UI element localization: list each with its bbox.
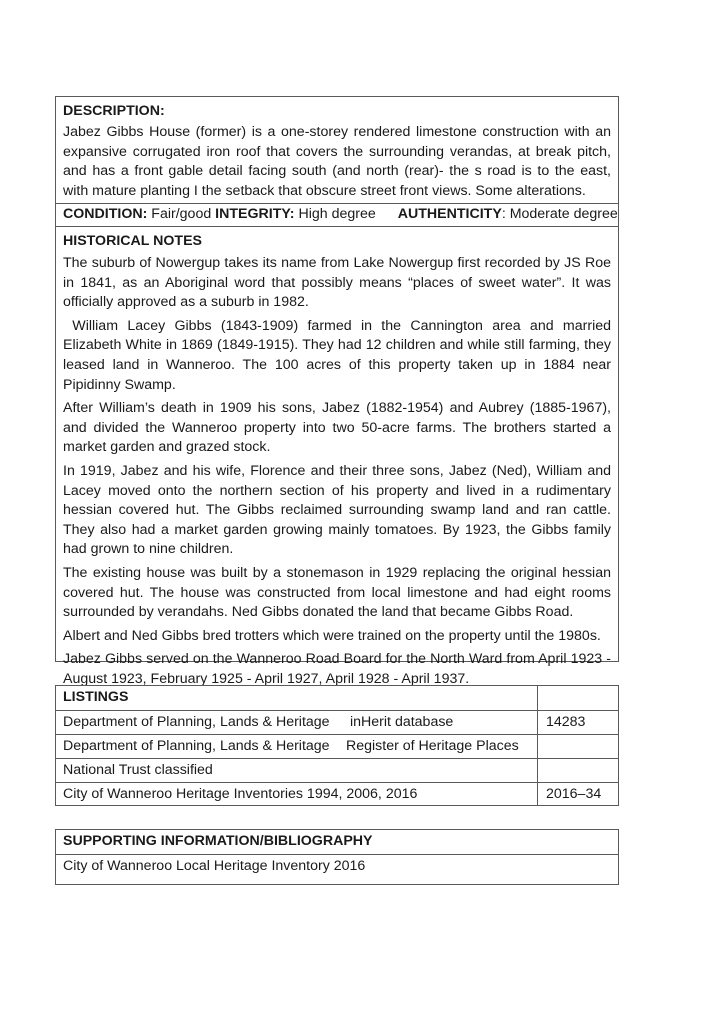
historical-paragraph: Albert and Ned Gibbs bred trotters which were trained on the property until the 1980s.: [63, 627, 601, 644]
listing-agency-cell: [56, 759, 538, 782]
description-text: Jabez Gibbs House (former) is a one-storey rendered limestone construction with an expansive corrugated iron roof that covers the surrounding verandas, at break pitch, and has a front gable detail facing south (and north (rear)- the s road is to the east, with mature planting I the setback that obscure street front views. Some alterations.: [63, 124, 611, 199]
table-row: [56, 710, 618, 734]
condition-label: CONDITION:: [63, 206, 148, 222]
historical-paragraph: In 1919, Jabez and his wife, Florence and their three sons, Jabez (Ned), William and Lacey moved onto the northern section of his property and lived in a rudimentary hessian covered hut. The Gibbs reclaimed surrounding swamp land and ran cattle. They also had a market garden growing mainly tomatoes. By 1923, the Gibbs family had grown to nine children.: [63, 462, 611, 558]
listing-ref: [538, 759, 618, 782]
bibliography-item: City of Wanneroo Local Heritage Inventory 2016: [56, 854, 618, 877]
description-section: [56, 97, 618, 203]
listing-agency-cell: [56, 735, 538, 758]
listing-ref: 2016–34: [546, 786, 602, 802]
table-row: [56, 758, 618, 782]
listing-agency: National Trust classified: [63, 762, 213, 778]
supporting-information-box: [55, 829, 619, 885]
historical-paragraph: After William’s death in 1909 his sons, Jabez (1882-1954) and Aubrey (1885-1967), and divided the Wanneroo property into two 50-acre farms. The brothers started a market garden and grazed stock.: [63, 400, 611, 456]
historical-paragraph: The existing house was built by a stonemason in 1929 replacing the original hessian covered hut. The house was constructed from local limestone and had eight rooms surrounded by verandahs. Ned Gibbs donated the land that became Gibbs Road.: [63, 564, 611, 621]
listing-agency-cell: [56, 711, 538, 734]
table-row: [56, 734, 618, 758]
table-row: [56, 782, 618, 806]
heritage-record-box: [55, 96, 619, 687]
listing-agency-cell: [56, 783, 538, 806]
listing-ref: 14283: [546, 714, 586, 730]
listing-agency: City of Wanneroo Heritage Inventories 1994, 2006, 2016: [63, 786, 418, 802]
condition-value: Fair/good: [147, 206, 216, 222]
supporting-heading: SUPPORTING INFORMATION/BIBLIOGRAPHY: [63, 833, 373, 849]
listing-name: Register of Heritage Places: [346, 738, 519, 754]
listing-agency: Department of Planning, Lands & Heritage: [63, 738, 330, 754]
integrity-value: High degree: [294, 206, 376, 222]
description-heading: DESCRIPTION:: [63, 103, 165, 119]
authenticity-label: AUTHENTICITY: [397, 206, 502, 222]
listings-heading: LISTINGS: [56, 686, 538, 710]
listing-name: inHerit database: [350, 714, 454, 730]
integrity-label: INTEGRITY:: [215, 206, 295, 222]
listings-header-row: [56, 686, 618, 710]
listing-agency: Department of Planning, Lands & Heritage: [63, 714, 330, 730]
historical-notes-section: [56, 226, 618, 689]
historical-paragraph: Jabez Gibbs served on the Wanneroo Road Board for the North Ward from April 1923 - August 1923, February 1925 - April 1927, April 1928 - April 1937.: [63, 651, 611, 687]
listing-ref: [538, 735, 618, 758]
listings-table: [55, 685, 619, 806]
authenticity-value: : Moderate degree: [501, 206, 618, 222]
historical-paragraph: William Lacey Gibbs (1843-1909) farmed in the Cannington area and married Elizabeth White in 1869 (1849-1915). They had 12 children and while still farming, they leased land in Wanneroo. The 100 acres of this property taken up in 1884 near Pipidinny Swamp.: [63, 317, 611, 393]
condition-section: [56, 203, 618, 226]
historical-notes-heading: HISTORICAL NOTES: [63, 233, 202, 249]
listings-ref-header: [538, 686, 618, 710]
historical-paragraph: The suburb of Nowergup takes its name from Lake Nowergup first recorded by JS Roe in 1841, as an Aboriginal word that possibly means “places of sweet water”. It was officially approved as a suburb in 1982.: [63, 255, 611, 311]
